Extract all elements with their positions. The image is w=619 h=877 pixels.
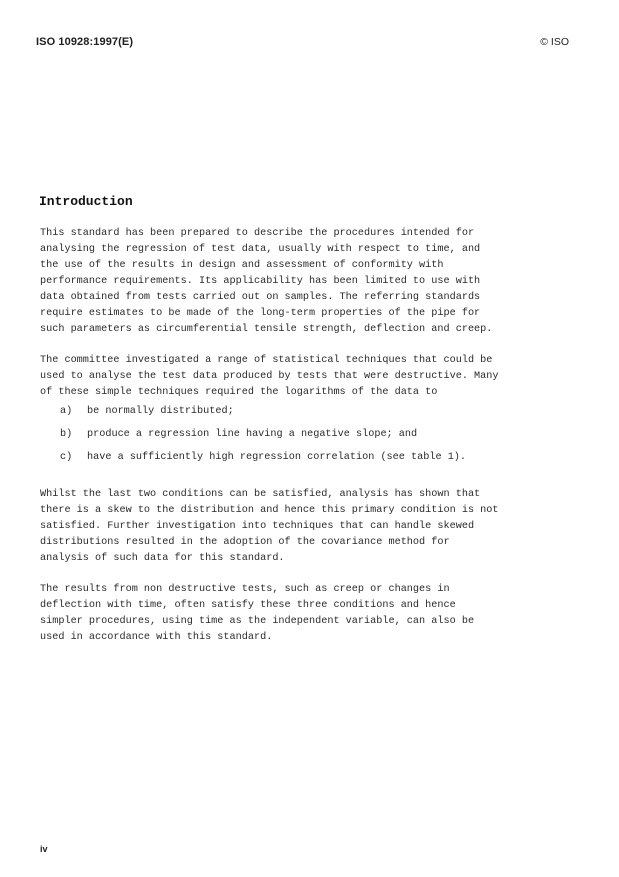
list-item-text: have a sufficiently high regression correlation (see table 1).	[87, 452, 467, 463]
list-item-text: be normally distributed;	[87, 406, 234, 417]
text-line: The results from non destructive tests, such as creep or changes in	[40, 584, 450, 595]
paragraph-analysis	[40, 487, 600, 567]
text-line: Whilst the last two conditions can be satisfied, analysis has shown that	[40, 489, 481, 500]
copyright-notice: © ISO	[540, 36, 569, 48]
list-marker: c)	[60, 452, 73, 463]
standard-identifier: ISO 10928:1997(E)	[36, 36, 134, 48]
text-line: there is a skew to the distribution and hence this primary condition is not	[40, 505, 499, 516]
text-line: analysis of such data for this standard.	[40, 553, 285, 564]
list-item	[40, 427, 600, 450]
paragraph-committee	[40, 353, 600, 401]
text-line: The committee investigated a range of statistical techniques that could be	[40, 355, 493, 366]
paragraph-scope	[40, 226, 600, 338]
conditions-list	[40, 404, 600, 473]
text-line: performance requirements. Its applicability has been limited to use with	[40, 276, 481, 287]
text-line: require estimates to be made of the long-term properties of the pipe for	[40, 308, 481, 319]
list-marker: a)	[60, 406, 73, 417]
text-line: used in accordance with this standard.	[40, 632, 273, 643]
section-title: Introduction	[39, 194, 133, 209]
text-line: distributions resulted in the adoption of the covariance method for	[40, 537, 450, 548]
list-item	[40, 404, 600, 427]
list-item-text: produce a regression line having a negative slope; and	[87, 429, 418, 440]
paragraph-non-destructive	[40, 582, 600, 646]
text-line: used to analyse the test data produced by tests that were destructive. Many	[40, 371, 499, 382]
list-item	[40, 450, 600, 473]
text-line: deflection with time, often satisfy these three conditions and hence	[40, 600, 456, 611]
list-marker: b)	[60, 429, 73, 440]
text-line: data obtained from tests carried out on samples. The referring standards	[40, 292, 481, 303]
page-number: iv	[40, 844, 48, 854]
text-line: the use of the results in design and assessment of conformity with	[40, 260, 444, 271]
text-line: simpler procedures, using time as the independent variable, can also be	[40, 616, 475, 627]
introduction-body	[40, 226, 600, 661]
text-line: of these simple techniques required the logarithms of the data to	[40, 387, 438, 398]
text-line: analysing the regression of test data, usually with respect to time, and	[40, 244, 481, 255]
text-line: This standard has been prepared to describe the procedures intended for	[40, 228, 475, 239]
text-line: such parameters as circumferential tensile strength, deflection and creep.	[40, 324, 493, 335]
text-line: satisfied. Further investigation into techniques that can handle skewed	[40, 521, 475, 532]
